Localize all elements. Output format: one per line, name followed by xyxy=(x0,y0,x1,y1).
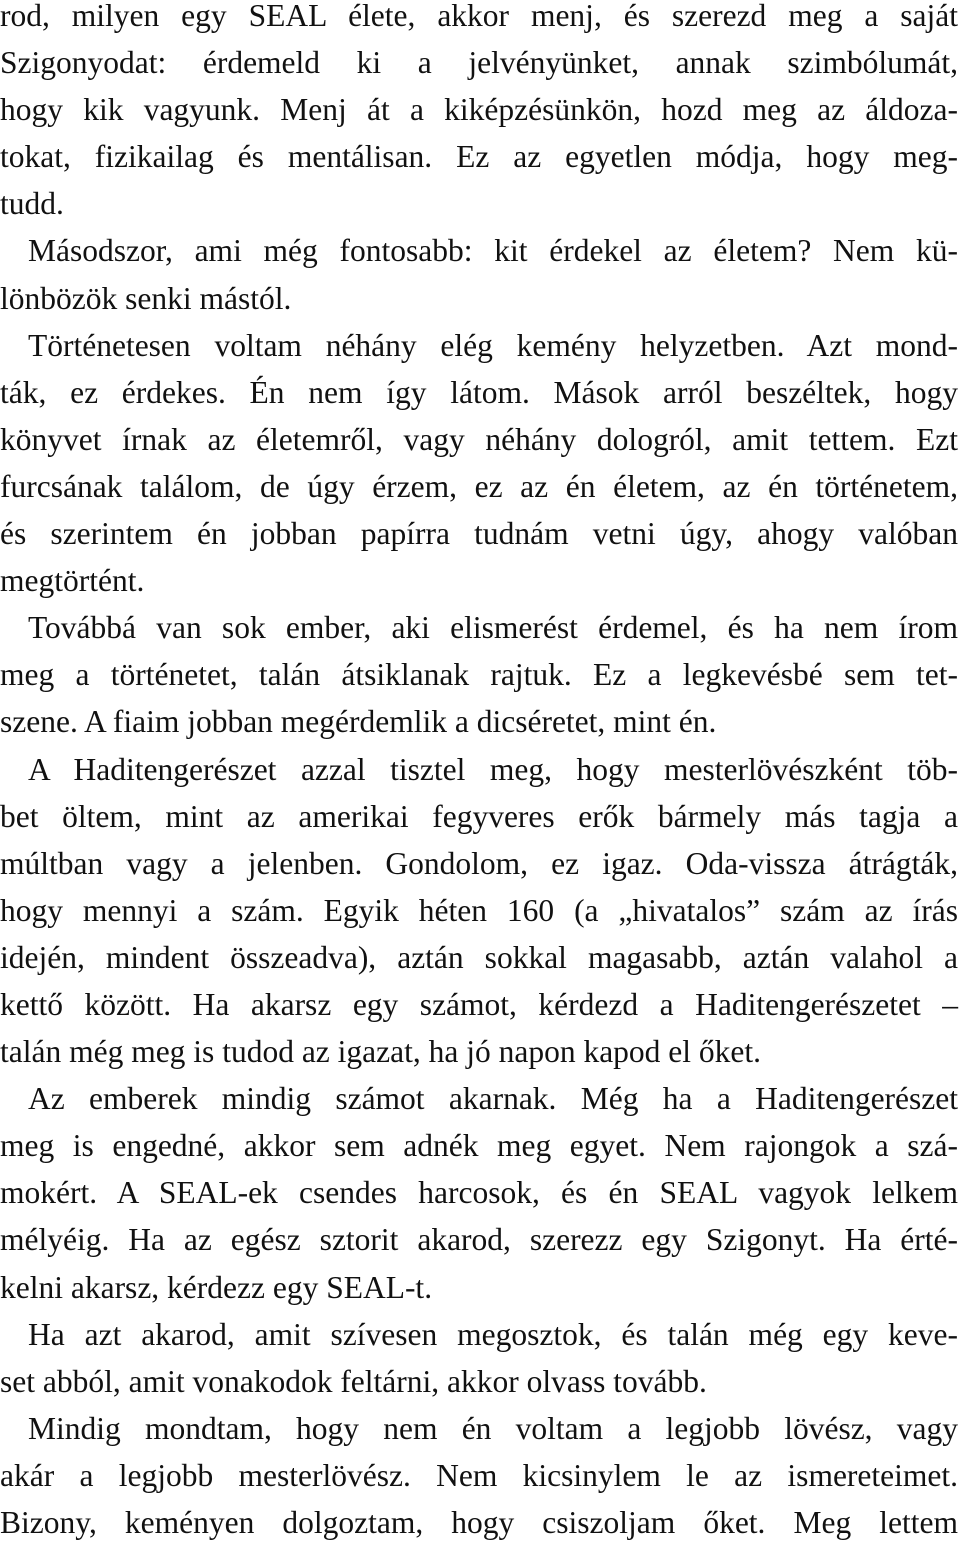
text-line: szene. A fiaim jobban megérdemlik a dicséretet, mint én. xyxy=(0,704,717,740)
text-line: hogy kik vagyunk. Menj át a kiképzésünkön, hozd meg az áldoza- xyxy=(0,92,958,128)
text-line: hogy mennyi a szám. Egyik héten 160 (a „hivatalos” szám az írás xyxy=(0,892,958,928)
text-line: meg is engedné, akkor sem adnék meg egyet. Nem rajongok a szá- xyxy=(0,1128,958,1164)
text-line: Bizony, keményen dolgoztam, hogy csiszoljam őket. Meg lettem xyxy=(0,1505,958,1540)
text-line: Ha azt akarod, amit szívesen megosztok, és talán még egy keve- xyxy=(28,1316,958,1352)
text-line: bet öltem, mint az amerikai fegyveres erők bármely más tagja a xyxy=(0,798,958,834)
text-line: set abból, amit vonakodok feltárni, akkor olvass tovább. xyxy=(0,1363,707,1399)
text-line: kettő között. Ha akarsz egy számot, kérdezd a Haditengerészetet – xyxy=(0,986,958,1022)
text-line: Az emberek mindig számot akarnak. Még ha a Haditengerészet xyxy=(28,1081,958,1117)
text-line: Szigonyodat: érdemeld ki a jelvényünket, annak szimbólumát, xyxy=(0,45,958,81)
text-line: A Haditengerészet azzal tisztel meg, hogy mesterlövészként töb- xyxy=(28,751,958,787)
text-line: meg a történetet, talán átsiklanak rajtuk. Ez a legkevésbé sem tet- xyxy=(0,657,958,693)
text-line: furcsának találom, de úgy érzem, ez az én életem, az én történetem, xyxy=(0,468,958,504)
text-line: Mindig mondtam, hogy nem én voltam a legjobb lövész, vagy xyxy=(28,1410,958,1446)
text-line: Másodszor, ami még fontosabb: kit érdekel az életem? Nem kü- xyxy=(28,233,958,269)
text-line: tokat, fizikailag és mentálisan. Ez az egyetlen módja, hogy meg- xyxy=(0,139,958,175)
text-line: mokért. A SEAL-ek csendes harcosok, és én SEAL vagyok lelkem xyxy=(0,1175,958,1211)
text-line: ták, ez érdekes. Én nem így látom. Mások arról beszéltek, hogy xyxy=(0,374,958,410)
text-line: tudd. xyxy=(0,186,64,222)
text-line: rod, milyen egy SEAL élete, akkor menj, és szerezd meg a saját xyxy=(0,0,958,33)
text-line: megtörtént. xyxy=(0,563,145,599)
text-line: lönbözök senki mástól. xyxy=(0,280,292,316)
text-line: múltban vagy a jelenben. Gondolom, ez igaz. Oda-vissza átrágták, xyxy=(0,845,958,881)
text-line: és szerintem én jobban papírra tudnám vetni úgy, ahogy valóban xyxy=(0,516,958,552)
text-line: Továbbá van sok ember, aki elismerést érdemel, és ha nem írom xyxy=(28,610,958,646)
text-line: könyvet írnak az életemről, vagy néhány dologról, amit tettem. Ezt xyxy=(0,421,958,457)
text-line: kelni akarsz, kérdezz egy SEAL-t. xyxy=(0,1269,433,1305)
text-line: idején, mindent összeadva), aztán sokkal magasabb, aztán valahol a xyxy=(0,939,958,975)
text-line: mélyéig. Ha az egész sztorit akarod, szerezz egy Szigonyt. Ha érté- xyxy=(0,1222,958,1258)
text-line: akár a legjobb mesterlövész. Nem kicsinylem le az ismereteimet. xyxy=(0,1457,958,1493)
text-line: Történetesen voltam néhány elég kemény helyzetben. Azt mond- xyxy=(28,327,958,363)
text-line: talán még meg is tudod az igazat, ha jó napon kapod el őket. xyxy=(0,1034,762,1070)
